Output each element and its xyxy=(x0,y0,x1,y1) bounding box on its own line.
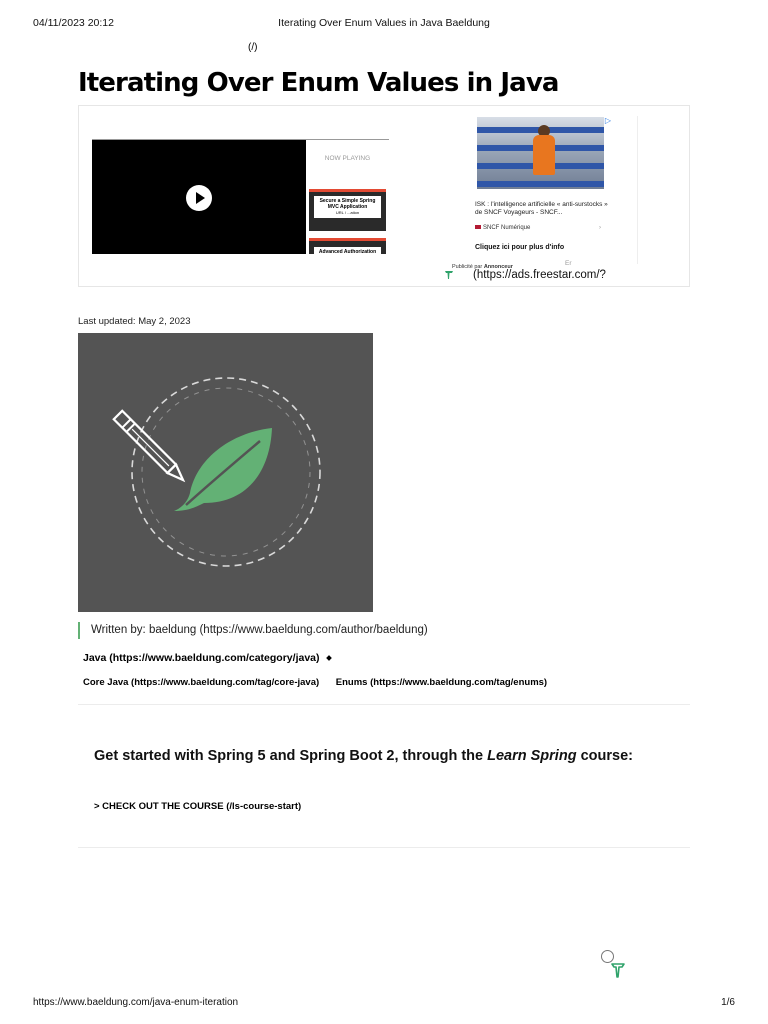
page-number: 1/6 xyxy=(721,997,735,1008)
divider xyxy=(78,847,690,848)
print-datetime: 04/11/2023 20:12 xyxy=(33,17,114,29)
freestar-logo-icon[interactable] xyxy=(611,963,625,978)
freestar-logo-icon xyxy=(445,271,453,279)
sncf-logo-icon xyxy=(475,225,481,229)
divider xyxy=(78,704,690,705)
ad-photo[interactable] xyxy=(477,117,604,189)
page-title: Iterating Over Enum Values in Java xyxy=(78,68,559,98)
author-byline[interactable]: Written by: baeldung (https://www.baeldung.com/author/baeldung) xyxy=(78,622,428,639)
freestar-link[interactable]: (https://ads.freestar.com/? xyxy=(473,269,606,281)
tag-link-core-java[interactable]: Core Java (https://www.baeldung.com/tag/core-java) xyxy=(83,677,320,688)
adchoices-icon[interactable]: ▷ xyxy=(604,116,611,125)
separator-icon xyxy=(326,655,332,661)
tag-link-enums[interactable]: Enums (https://www.baeldung.com/tag/enums) xyxy=(335,677,548,688)
pencil-leaf-icon xyxy=(78,333,373,612)
play-icon[interactable] xyxy=(186,185,212,211)
playlist-thumbnail[interactable] xyxy=(309,189,386,231)
playlist-thumbnail[interactable] xyxy=(309,238,386,254)
thumbnail-title: Secure a Simple Spring MVC Application xyxy=(319,198,376,210)
print-doc-title: Iterating Over Enum Values in Java Baeldung xyxy=(278,17,490,29)
circle-icon[interactable] xyxy=(601,950,614,963)
last-updated: Last updated: May 2, 2023 xyxy=(78,316,191,327)
video-player[interactable] xyxy=(92,139,389,254)
course-link[interactable]: > CHECK OUT THE COURSE (/ls-course-start) xyxy=(94,801,302,812)
thumbnail-title: Advanced Authorization xyxy=(314,247,381,254)
video-playlist xyxy=(306,140,389,254)
tag-row xyxy=(83,677,547,688)
ad-truncated-text: Er xyxy=(565,260,572,267)
promo-heading: Get started with Spring 5 and Spring Boot 2, through the Learn Spring course: xyxy=(94,748,633,764)
ad-cta-button[interactable]: Cliquez ici pour plus d'info xyxy=(475,244,565,251)
print-url: https://www.baeldung.com/java-enum-iteration xyxy=(33,997,239,1008)
video-screen[interactable] xyxy=(92,140,306,254)
ad-publisher: Publicité par Annonceur xyxy=(452,264,513,270)
now-playing-label: NOW PLAYING xyxy=(324,155,371,162)
article-hero-image xyxy=(78,333,373,612)
home-link[interactable]: (/) xyxy=(248,42,258,53)
ad-brand: SNCF Numérique xyxy=(475,225,530,231)
print-header xyxy=(33,17,735,31)
thumbnail-subtitle: URL / ...ation xyxy=(335,210,360,215)
ad-container xyxy=(78,105,690,287)
ad-creative[interactable] xyxy=(444,116,638,270)
print-footer xyxy=(33,997,735,1011)
ad-headline[interactable]: ISK : l'intelligence artificielle « anti-surstocks » de SNCF Voyageurs - SNCF... xyxy=(475,201,608,216)
chevron-right-icon: › xyxy=(599,225,601,231)
category-link[interactable]: Java (https://www.baeldung.com/category/java) xyxy=(83,652,320,664)
category-row xyxy=(83,652,331,664)
